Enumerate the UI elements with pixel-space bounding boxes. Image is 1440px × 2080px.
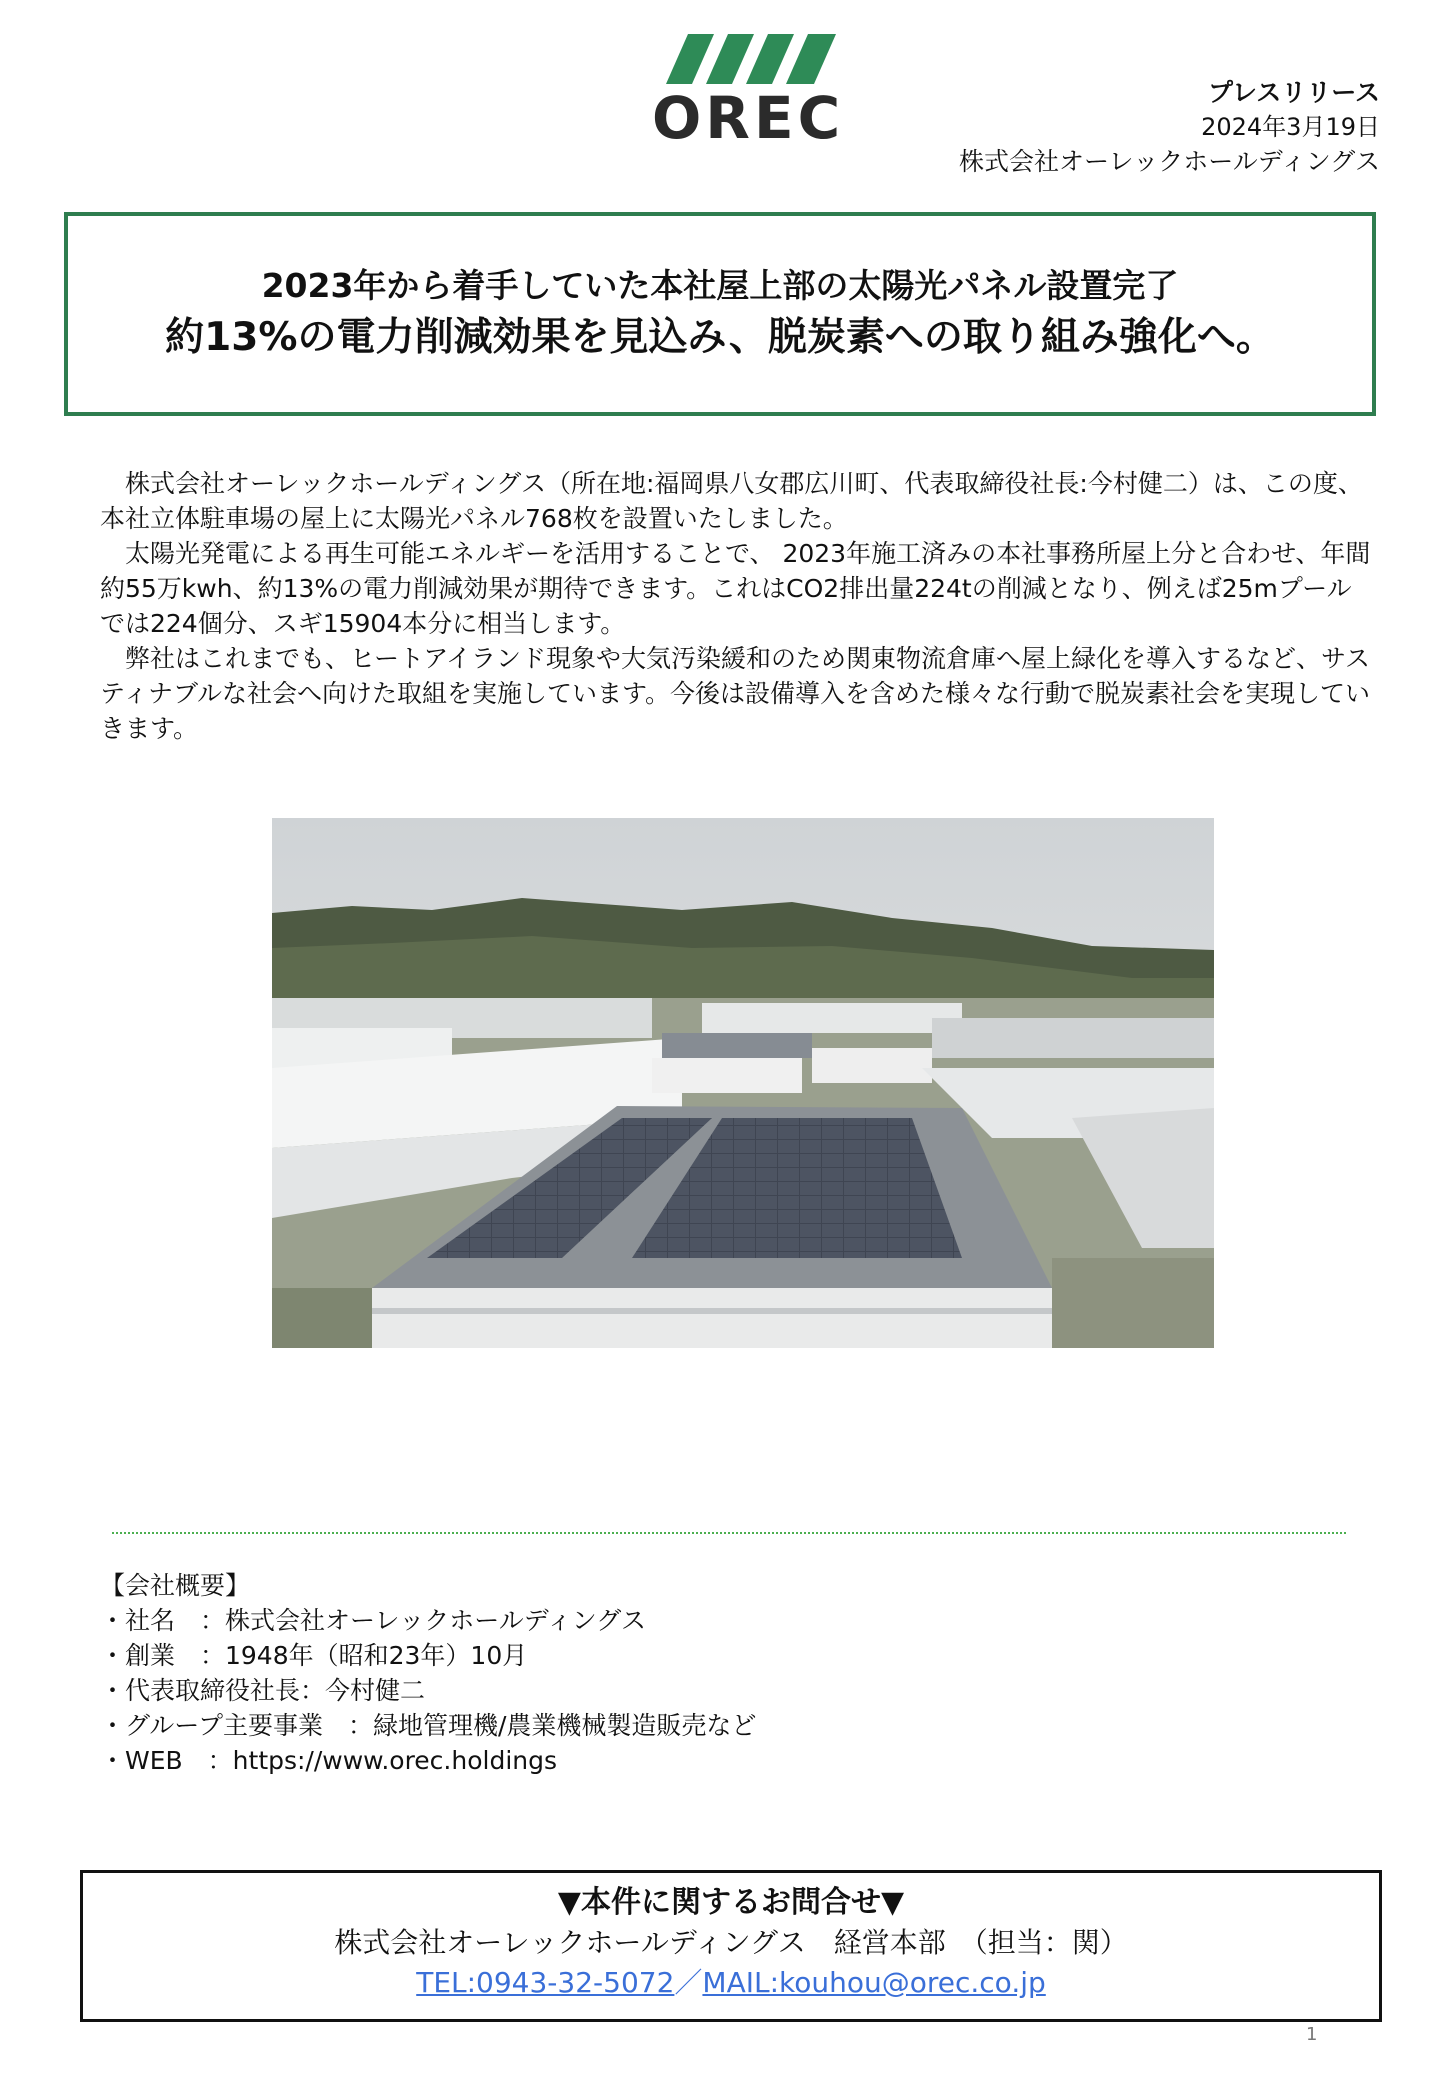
contact-heading: ▼本件に関するお問合せ▼ bbox=[557, 1885, 905, 1920]
page-number: 1 bbox=[1306, 2024, 1318, 2045]
overview-row-web[interactable]: ・WEB ：https://www.orec.holdings bbox=[100, 1746, 558, 1775]
contact-mail-link[interactable]: MAIL:kouhou@orec.co.jp bbox=[702, 1966, 1046, 1999]
headline-line-2: 約13%の電力削減効果を見込み、脱炭素への取り組み強化へ。 bbox=[165, 315, 1275, 360]
body-paragraph-1: 株式会社オーレックホールディングス（所在地:福岡県八女郡広川町、代表取締役社長:今村健二）は、この度、本社立体駐車場の屋上に太陽光パネル768枚を設置いたしました。 bbox=[100, 469, 1363, 533]
logo-wordmark: OREC bbox=[652, 84, 845, 152]
logo-stripes-icon bbox=[666, 34, 836, 84]
headline-line-1: 2023年から着手していた本社屋上部の太陽光パネル設置完了 bbox=[261, 266, 1179, 305]
overview-row-ceo: ・代表取締役社長：今村健二 bbox=[100, 1676, 426, 1705]
contact-separator: ／ bbox=[674, 1966, 703, 1999]
body-paragraph-2: 太陽光発電による再生可能エネルギーを活用することで、 2023年施工済みの本社事務所屋上分と合わせ、年間約55万kwh、約13%の電力削減効果が期待できます。これはCO2排出量224tの削減となり、例えば25mプールでは224個分、スギ15904本分に相当します。 bbox=[100, 539, 1371, 638]
contact-tel-link[interactable]: TEL:0943-32-5072 bbox=[416, 1966, 675, 1999]
body-paragraph-3: 弊社はこれまでも、ヒートアイランド現象や大気汚染緩和のため関東物流倉庫へ屋上緑化を導入するなど、サスティナブルな社会へ向けた取組を実施しています。今後は設備導入を含めた様々な行動で脱炭素社会を実現していきます。 bbox=[100, 644, 1371, 743]
contact-company-line: 株式会社オーレックホールディングス 経営本部 （担当：関） bbox=[334, 1926, 1128, 1959]
release-kind: プレスリリース bbox=[1207, 78, 1380, 107]
overview-row-name: ・社名 ：株式会社オーレックホールディングス bbox=[100, 1606, 647, 1635]
release-company: 株式会社オーレックホールディングス bbox=[958, 147, 1380, 176]
overview-row-founded: ・創業 ：1948年（昭和23年）10月 bbox=[100, 1641, 528, 1670]
section-divider bbox=[112, 1532, 1346, 1534]
solar-roof-photo bbox=[272, 818, 1214, 1348]
body-text bbox=[100, 466, 1372, 746]
headline-box bbox=[64, 212, 1376, 416]
overview-heading: 【会社概要】 bbox=[100, 1571, 251, 1600]
contact-box bbox=[80, 1870, 1382, 2022]
release-date: 2024年3月19日 bbox=[1201, 113, 1380, 141]
company-overview bbox=[100, 1568, 756, 1778]
overview-row-business: ・グループ主要事業 ：緑地管理機/農業機械製造販売など bbox=[100, 1711, 757, 1740]
contact-links bbox=[83, 1963, 1379, 2003]
aerial-photo-illustration bbox=[272, 818, 1214, 1348]
release-header bbox=[959, 76, 1380, 180]
orec-logo bbox=[652, 34, 845, 152]
